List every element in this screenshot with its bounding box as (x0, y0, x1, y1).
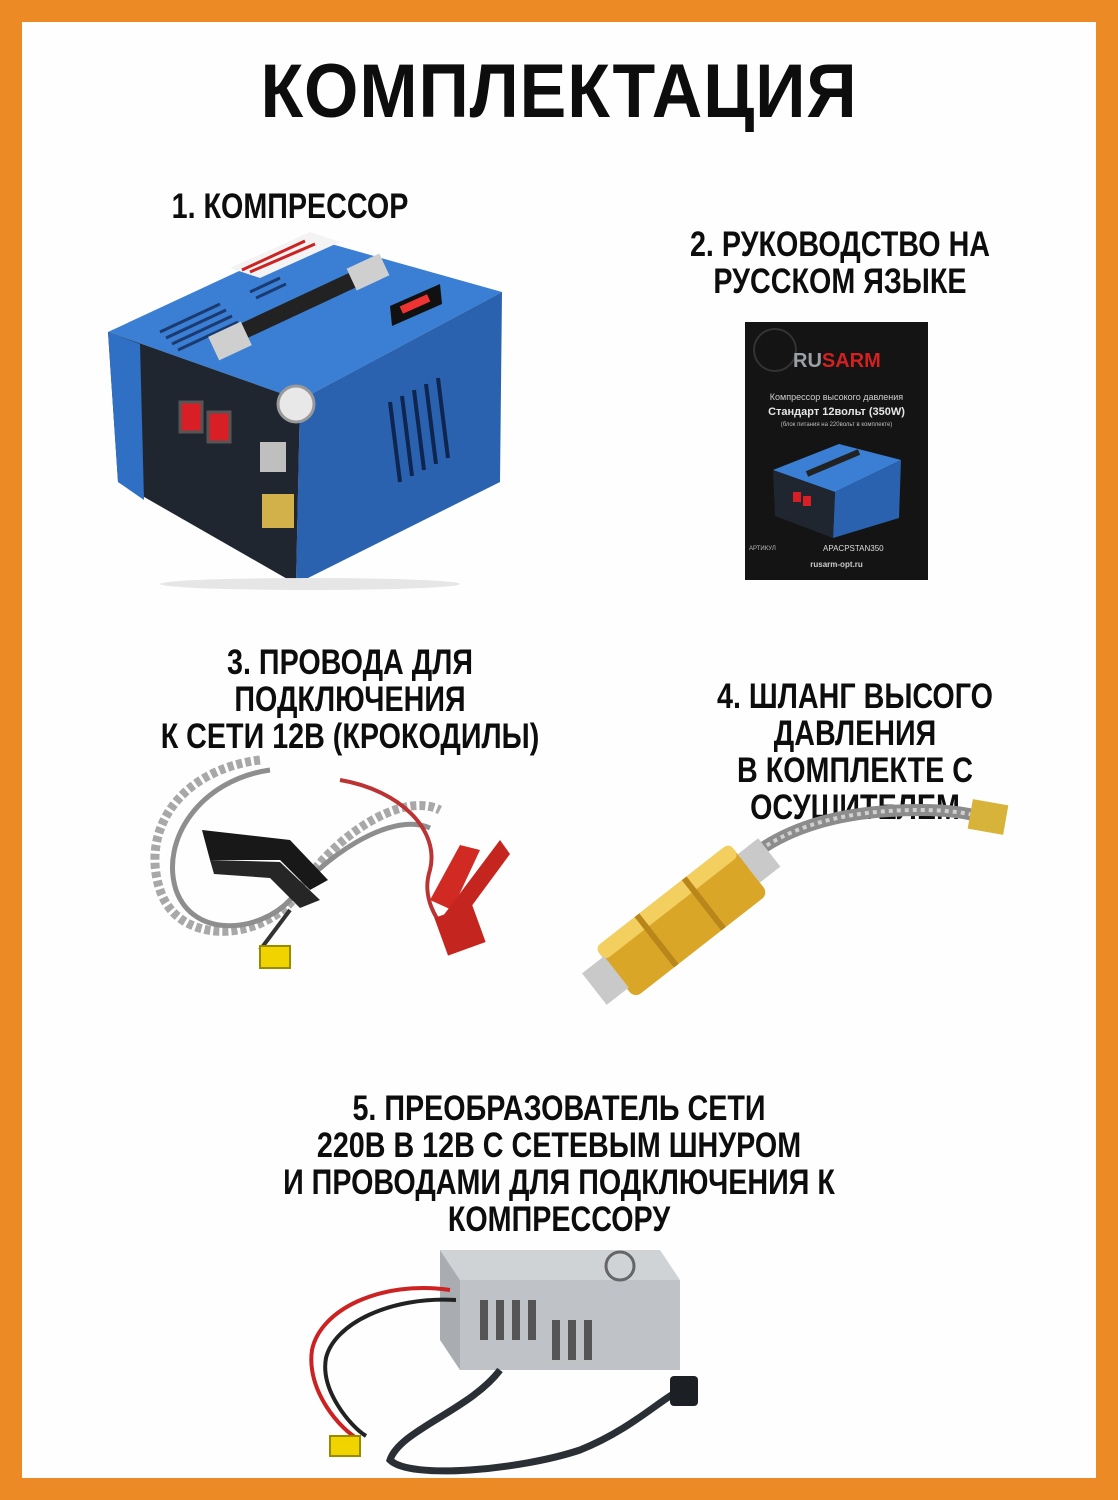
manual-line1: Компрессор высокого давления (769, 392, 904, 402)
manual-art-code: APACPSTAN350 (823, 544, 884, 553)
power-supply-image (300, 1240, 720, 1480)
hose-image (560, 780, 1020, 1020)
wires-image (140, 750, 520, 990)
manual-site: rusarm-opt.ru (810, 560, 863, 569)
compressor-image (100, 232, 520, 592)
target-icon (753, 328, 797, 372)
item-label-manual: 2. РУКОВОДСТВО НА РУССКОМ ЯЗЫКЕ (689, 225, 991, 302)
page-title: КОМПЛЕКТАЦИЯ (260, 49, 858, 134)
manual-line2: Стандарт 12вольт (350W) (768, 406, 905, 418)
manual-brand-ru: RU (793, 350, 822, 372)
manual-art-label: АРТИКУЛ (749, 546, 776, 552)
manual-cover (745, 322, 928, 580)
item-label-wires: 3. ПРОВОДА ДЛЯ ПОДКЛЮЧЕНИЯ К СЕТИ 12В (КРОКОДИЛЫ) (160, 643, 540, 757)
manual-compressor-image (767, 440, 907, 540)
manual-line3: (блок питания на 220вольт в комплекте) (780, 422, 893, 428)
manual-brand-sarm: SARM (821, 350, 881, 372)
item-label-hose: 4. ШЛАНГ ВЫСОГО ДАВЛЕНИЯ В КОМПЛЕКТЕ С ОСУШИТЕЛЕМ (717, 677, 993, 828)
manual-brand (793, 350, 881, 373)
item-label-power-supply: 5. ПРЕОБРАЗОВАТЕЛЬ СЕТИ 220В В 12В С СЕТЕВЫМ ШНУРОМ И ПРОВОДАМИ ДЛЯ ПОДКЛЮЧЕНИЯ К КОМПРЕССОРУ (283, 1089, 835, 1240)
item-label-compressor: 1. КОМПРЕССОР (171, 187, 409, 226)
